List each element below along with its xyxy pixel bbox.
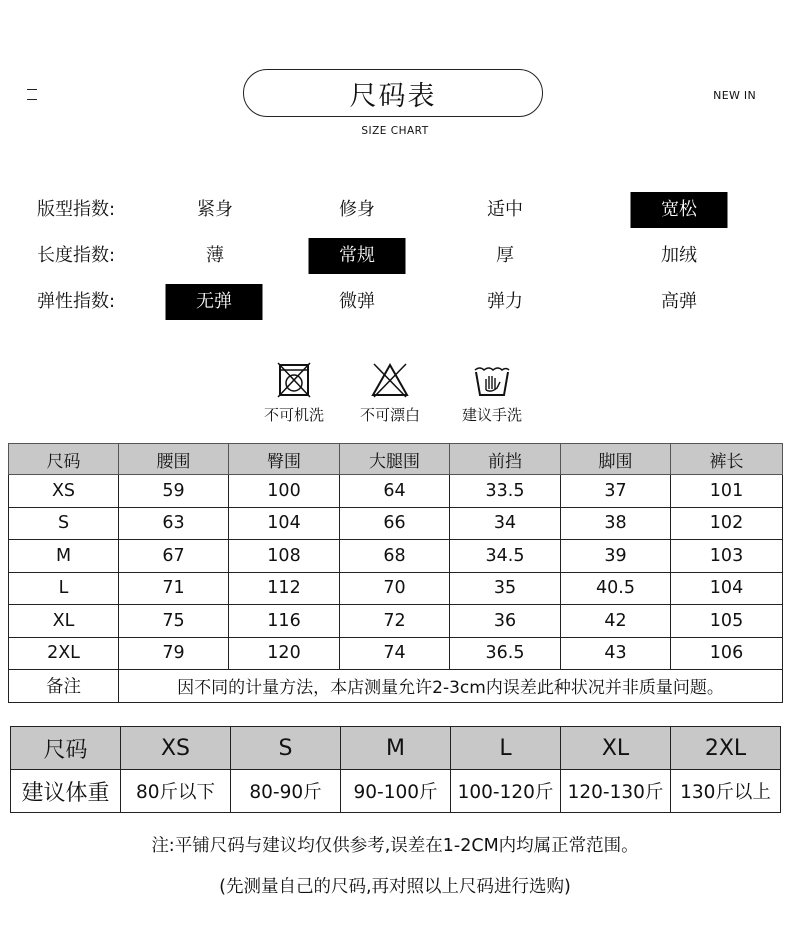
menu-icon [27,87,37,101]
size-cell: XS [9,475,119,508]
value-cell: 104 [671,572,783,605]
value-cell: 66 [340,507,450,540]
page-subtitle: SIZE CHART [361,125,429,137]
index-option-selected: 无弹 [166,284,263,320]
weight-cell: 80-90斤 [231,770,341,813]
table-row [9,572,783,605]
header-cell: XS [121,727,231,770]
value-cell: 63 [119,507,229,540]
table-row [9,507,783,540]
header-cell: 尺码 [11,727,121,770]
size-cell: XL [9,605,119,638]
index-label: 长度指数: [37,245,116,266]
value-cell: 108 [229,540,340,573]
value-cell: 70 [340,572,450,605]
footer-note: 注:平铺尺码与建议均仅供参考,误差在1-2CM内均属正常范围。 [151,836,639,856]
care-item-hand-wash [447,362,537,425]
value-cell: 67 [119,540,229,573]
header-cell: S [231,727,341,770]
new-in-label: NEW IN [713,89,756,102]
care-item-no-bleach [345,362,435,425]
header-cell: 2XL [671,727,781,770]
value-cell: 106 [671,637,783,670]
value-cell: 116 [229,605,340,638]
index-option: 弹力 [487,291,523,312]
elasticity-index-row [0,284,790,320]
size-cell: M [9,540,119,573]
index-option-selected: 常规 [309,238,406,274]
weight-table [10,726,781,813]
weight-cell: 100-120斤 [451,770,561,813]
value-cell: 71 [119,572,229,605]
weight-table-header [11,727,781,770]
size-cell: 2XL [9,637,119,670]
care-label: 不可机洗 [263,406,324,424]
page-title: 尺码表 [243,69,543,117]
size-table-header [9,444,783,475]
value-cell: 59 [119,475,229,508]
table-row [9,637,783,670]
care-label: 建议手洗 [461,406,522,424]
header-cell: 腰围 [119,444,229,475]
index-option: 紧身 [197,199,233,220]
weight-label: 建议体重 [11,770,121,813]
value-cell: 38 [561,507,671,540]
index-option: 厚 [496,245,514,266]
value-cell: 43 [561,637,671,670]
value-cell: 36 [450,605,561,638]
header-cell: 前挡 [450,444,561,475]
table-row [11,770,781,813]
value-cell: 35 [450,572,561,605]
header-cell: 臀围 [229,444,340,475]
header-cell: 大腿围 [340,444,450,475]
index-option: 微弹 [339,291,375,312]
value-cell: 120 [229,637,340,670]
value-cell: 68 [340,540,450,573]
size-table [8,443,783,703]
index-option: 加绒 [661,245,697,266]
value-cell: 42 [561,605,671,638]
weight-cell: 80斤以下 [121,770,231,813]
value-cell: 33.5 [450,475,561,508]
value-cell: 40.5 [561,572,671,605]
thickness-index-row [0,238,790,274]
header-cell: L [451,727,561,770]
value-cell: 36.5 [450,637,561,670]
size-cell: L [9,572,119,605]
weight-cell: 130斤以上 [671,770,781,813]
value-cell: 104 [229,507,340,540]
value-cell: 79 [119,637,229,670]
fit-index-row [0,192,790,228]
note-text: 因不同的计量方法，本店测量允许2-3cm内误差此种状况并非质量问题。 [119,670,783,703]
header-cell: 脚围 [561,444,671,475]
index-option: 适中 [487,199,523,220]
table-row [9,540,783,573]
note-row [9,670,783,703]
value-cell: 64 [340,475,450,508]
hand-wash-icon [472,362,512,398]
care-label: 不可漂白 [359,406,420,424]
value-cell: 103 [671,540,783,573]
value-cell: 105 [671,605,783,638]
header-cell: 裤长 [671,444,783,475]
no-machine-wash-icon [277,362,311,398]
table-row [9,605,783,638]
index-option-selected: 宽松 [631,192,728,228]
index-label: 弹性指数: [37,291,116,312]
header-cell: 尺码 [9,444,119,475]
index-label: 版型指数: [37,199,116,220]
value-cell: 72 [340,605,450,638]
table-row [9,475,783,508]
note-label: 备注 [9,670,119,703]
size-cell: S [9,507,119,540]
weight-cell: 120-130斤 [561,770,671,813]
value-cell: 39 [561,540,671,573]
header-cell: XL [561,727,671,770]
value-cell: 34 [450,507,561,540]
index-option: 高弹 [661,291,697,312]
index-option: 薄 [206,245,224,266]
header-cell: M [341,727,451,770]
value-cell: 101 [671,475,783,508]
value-cell: 100 [229,475,340,508]
value-cell: 74 [340,637,450,670]
weight-cell: 90-100斤 [341,770,451,813]
value-cell: 102 [671,507,783,540]
value-cell: 34.5 [450,540,561,573]
care-item-no-machine-wash [249,362,339,425]
footer-hint: (先测量自己的尺码,再对照以上尺码进行选购) [219,877,571,897]
value-cell: 75 [119,605,229,638]
value-cell: 37 [561,475,671,508]
index-option: 修身 [339,199,375,220]
value-cell: 112 [229,572,340,605]
no-bleach-icon [370,362,410,398]
